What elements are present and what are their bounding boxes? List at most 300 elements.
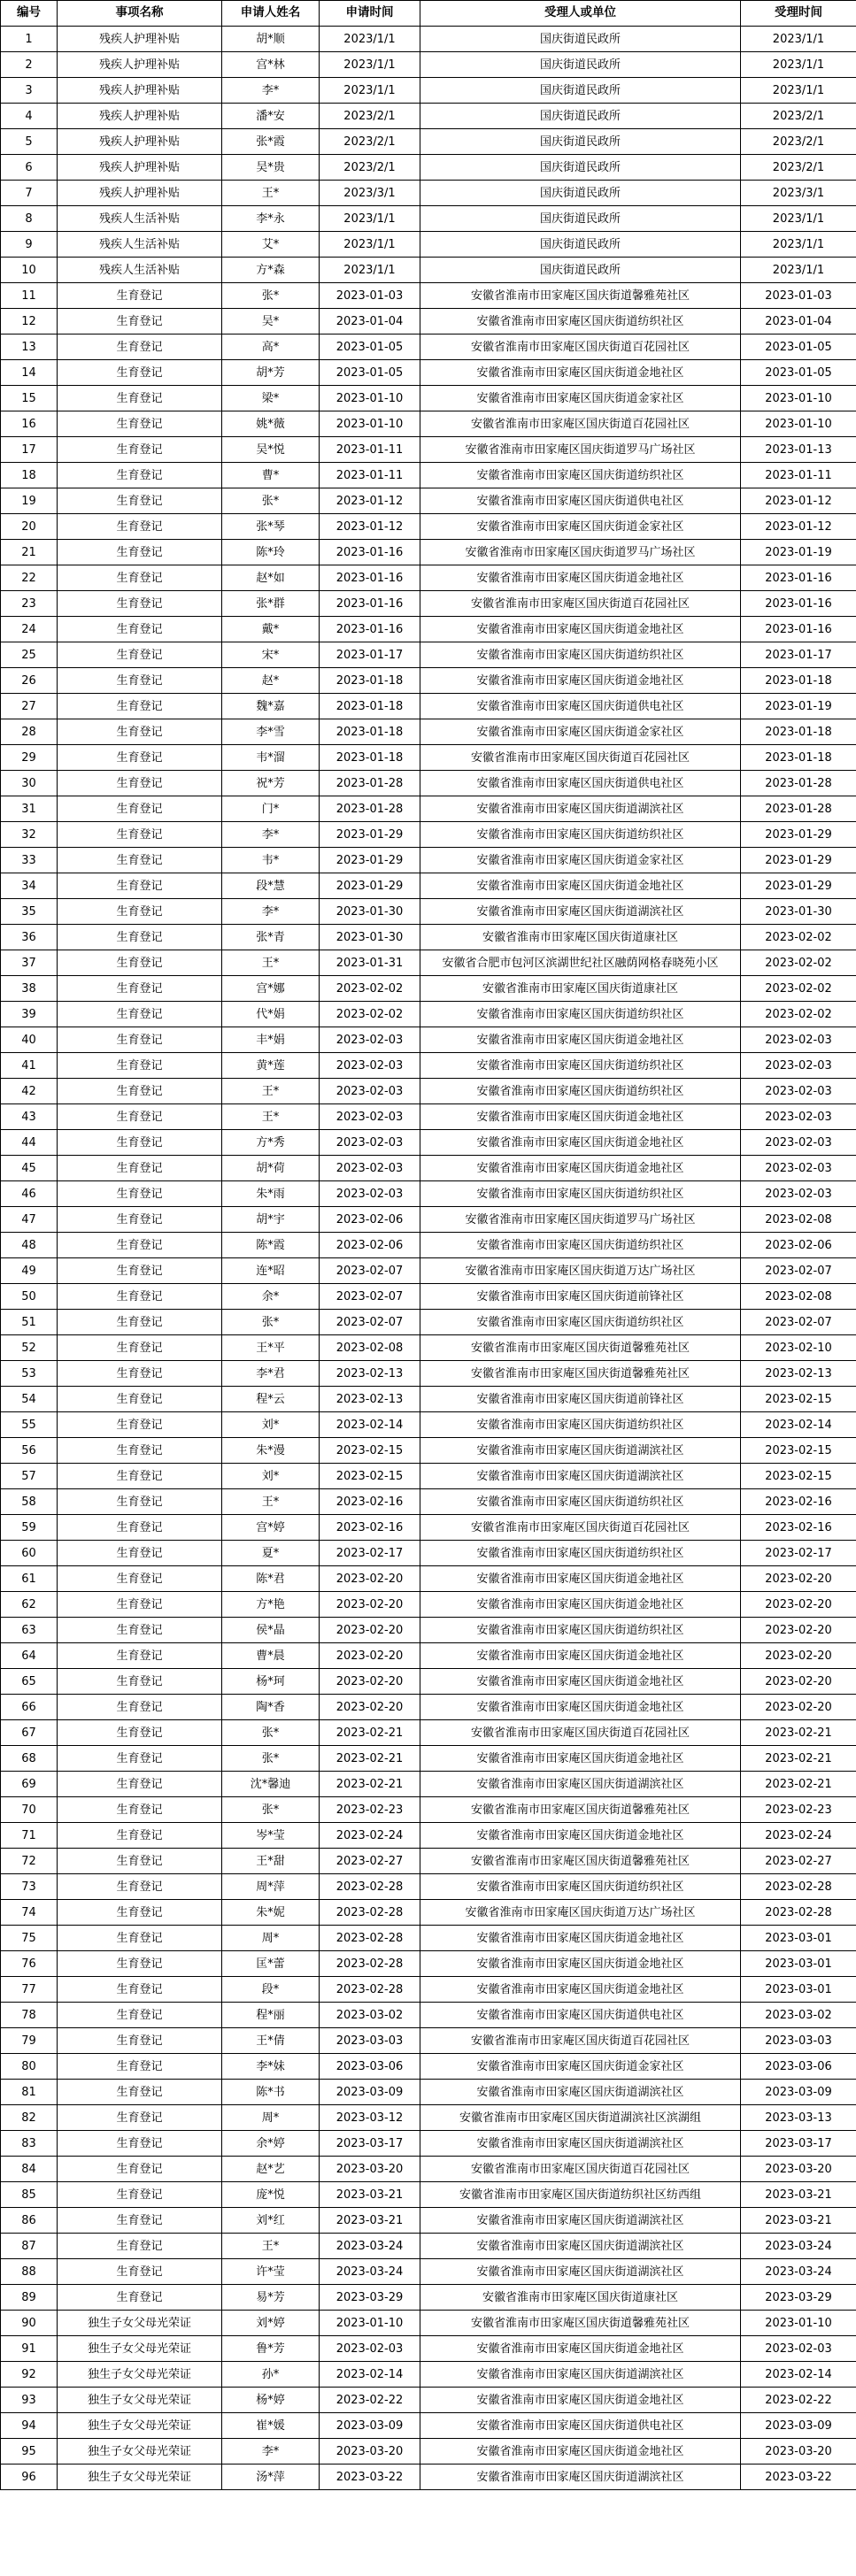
- cell-applicant: 许*莹: [222, 2259, 320, 2285]
- cell-id: 90: [1, 2311, 58, 2336]
- cell-handler: 安徽省淮南市田家庵区国庆街道湖滨社区: [420, 2131, 741, 2157]
- cell-apply-date: 2023-02-03: [320, 1053, 420, 1079]
- cell-handler: 安徽省淮南市田家庵区国庆街道纺织社区: [420, 1233, 741, 1258]
- cell-applicant: 王*: [222, 950, 320, 976]
- cell-accept-date: 2023-01-03: [741, 283, 856, 309]
- cell-item-name: 生育登记: [58, 899, 222, 925]
- cell-handler: 安徽省淮南市田家庵区国庆街道金地社区: [420, 1951, 741, 1977]
- cell-accept-date: 2023-01-30: [741, 899, 856, 925]
- cell-handler: 安徽省淮南市田家庵区国庆街道百花园社区: [420, 2028, 741, 2054]
- cell-apply-date: 2023/3/1: [320, 181, 420, 206]
- cell-applicant: 艾*: [222, 232, 320, 258]
- cell-accept-date: 2023-03-21: [741, 2208, 856, 2234]
- cell-accept-date: 2023-02-08: [741, 1284, 856, 1310]
- cell-applicant: 宫*娜: [222, 976, 320, 1002]
- cell-id: 23: [1, 591, 58, 617]
- cell-apply-date: 2023-02-21: [320, 1746, 420, 1772]
- cell-accept-date: 2023/1/1: [741, 232, 856, 258]
- cell-accept-date: 2023-02-03: [741, 1181, 856, 1207]
- cell-handler: 安徽省淮南市田家庵区国庆街道康社区: [420, 925, 741, 950]
- cell-handler: 安徽省淮南市田家庵区国庆街道馨雅苑社区: [420, 1797, 741, 1823]
- cell-applicant: 李*君: [222, 1361, 320, 1387]
- cell-id: 63: [1, 1618, 58, 1643]
- cell-handler: 安徽省淮南市田家庵区国庆街道康社区: [420, 2285, 741, 2311]
- cell-applicant: 方*森: [222, 258, 320, 283]
- cell-id: 68: [1, 1746, 58, 1772]
- cell-applicant: 韦*溜: [222, 745, 320, 771]
- cell-applicant: 陈*书: [222, 2080, 320, 2105]
- cell-item-name: 生育登记: [58, 1669, 222, 1695]
- cell-item-name: 生育登记: [58, 591, 222, 617]
- cell-id: 35: [1, 899, 58, 925]
- cell-applicant: 沈*馨迪: [222, 1772, 320, 1797]
- cell-item-name: 生育登记: [58, 1618, 222, 1643]
- cell-applicant: 吴*贵: [222, 155, 320, 181]
- cell-accept-date: 2023/2/1: [741, 155, 856, 181]
- cell-id: 78: [1, 2003, 58, 2028]
- cell-id: 7: [1, 181, 58, 206]
- cell-handler: 安徽省淮南市田家庵区国庆街道纺织社区: [420, 822, 741, 848]
- cell-accept-date: 2023/1/1: [741, 52, 856, 78]
- cell-accept-date: 2023-02-20: [741, 1643, 856, 1669]
- cell-item-name: 独生子女父母光荣证: [58, 2388, 222, 2413]
- cell-id: 62: [1, 1592, 58, 1618]
- table-row: [1, 822, 856, 848]
- table-row: [1, 1207, 856, 1233]
- cell-item-name: 残疾人护理补贴: [58, 181, 222, 206]
- cell-handler: 安徽省淮南市田家庵区国庆街道前锋社区: [420, 1284, 741, 1310]
- table-row: [1, 745, 856, 771]
- table-row: [1, 2080, 856, 2105]
- cell-apply-date: 2023-01-18: [320, 668, 420, 694]
- table-row: [1, 591, 856, 617]
- cell-id: 13: [1, 334, 58, 360]
- cell-id: 26: [1, 668, 58, 694]
- cell-handler: 国庆街道民政所: [420, 232, 741, 258]
- cell-accept-date: 2023-01-13: [741, 437, 856, 463]
- cell-item-name: 生育登记: [58, 2028, 222, 2054]
- cell-apply-date: 2023-01-16: [320, 617, 420, 642]
- table-row: [1, 206, 856, 232]
- cell-applicant: 张*: [222, 1310, 320, 1335]
- cell-item-name: 残疾人护理补贴: [58, 129, 222, 155]
- cell-applicant: 李*永: [222, 206, 320, 232]
- cell-applicant: 夏*: [222, 1541, 320, 1566]
- table-row: [1, 78, 856, 104]
- cell-applicant: 张*: [222, 283, 320, 309]
- cell-apply-date: 2023/2/1: [320, 129, 420, 155]
- cell-item-name: 生育登记: [58, 976, 222, 1002]
- cell-id: 3: [1, 78, 58, 104]
- cell-apply-date: 2023-02-16: [320, 1489, 420, 1515]
- cell-handler: 安徽省淮南市田家庵区国庆街道金地社区: [420, 1156, 741, 1181]
- cell-id: 52: [1, 1335, 58, 1361]
- cell-applicant: 张*: [222, 1720, 320, 1746]
- cell-accept-date: 2023-02-28: [741, 1900, 856, 1926]
- cell-accept-date: 2023-01-17: [741, 642, 856, 668]
- cell-handler: 安徽省淮南市田家庵区国庆街道万达广场社区: [420, 1258, 741, 1284]
- cell-applicant: 陈*玲: [222, 540, 320, 565]
- cell-id: 40: [1, 1027, 58, 1053]
- table-row: [1, 2285, 856, 2311]
- table-row: [1, 1335, 856, 1361]
- cell-item-name: 生育登记: [58, 617, 222, 642]
- cell-accept-date: 2023/3/1: [741, 181, 856, 206]
- cell-handler: 安徽省淮南市田家庵区国庆街道金地社区: [420, 1669, 741, 1695]
- cell-id: 47: [1, 1207, 58, 1233]
- cell-applicant: 梁*: [222, 386, 320, 411]
- cell-applicant: 王*甜: [222, 1849, 320, 1874]
- cell-handler: 安徽省淮南市田家庵区国庆街道金地社区: [420, 1643, 741, 1669]
- cell-item-name: 生育登记: [58, 411, 222, 437]
- table-row: [1, 1900, 856, 1926]
- cell-item-name: 生育登记: [58, 1746, 222, 1772]
- table-row: [1, 540, 856, 565]
- cell-applicant: 朱*妮: [222, 1900, 320, 1926]
- cell-id: 91: [1, 2336, 58, 2362]
- cell-item-name: 生育登记: [58, 1002, 222, 1027]
- cell-item-name: 生育登记: [58, 2054, 222, 2080]
- cell-apply-date: 2023-01-10: [320, 411, 420, 437]
- cell-id: 22: [1, 565, 58, 591]
- cell-handler: 安徽省淮南市田家庵区国庆街道金地社区: [420, 2336, 741, 2362]
- cell-id: 18: [1, 463, 58, 488]
- cell-applicant: 周*: [222, 2105, 320, 2131]
- cell-apply-date: 2023/1/1: [320, 232, 420, 258]
- cell-id: 28: [1, 719, 58, 745]
- cell-accept-date: 2023-02-17: [741, 1541, 856, 1566]
- cell-item-name: 生育登记: [58, 668, 222, 694]
- table-row: [1, 1797, 856, 1823]
- cell-id: 42: [1, 1079, 58, 1104]
- table-row: [1, 2465, 856, 2490]
- cell-id: 85: [1, 2182, 58, 2208]
- cell-applicant: 汤*萍: [222, 2465, 320, 2490]
- table-row: [1, 2054, 856, 2080]
- cell-accept-date: 2023-03-03: [741, 2028, 856, 2054]
- cell-apply-date: 2023-02-17: [320, 1541, 420, 1566]
- table-row: [1, 1592, 856, 1618]
- cell-item-name: 生育登记: [58, 1695, 222, 1720]
- cell-id: 76: [1, 1951, 58, 1977]
- cell-item-name: 生育登记: [58, 1566, 222, 1592]
- cell-applicant: 胡*宇: [222, 1207, 320, 1233]
- cell-apply-date: 2023-01-29: [320, 873, 420, 899]
- cell-item-name: 生育登记: [58, 1772, 222, 1797]
- table-row: [1, 694, 856, 719]
- cell-id: 20: [1, 514, 58, 540]
- cell-id: 61: [1, 1566, 58, 1592]
- cell-item-name: 生育登记: [58, 334, 222, 360]
- cell-item-name: 生育登记: [58, 360, 222, 386]
- cell-apply-date: 2023-01-29: [320, 822, 420, 848]
- table-row: [1, 2028, 856, 2054]
- cell-accept-date: 2023-02-28: [741, 1874, 856, 1900]
- cell-apply-date: 2023-01-16: [320, 565, 420, 591]
- cell-item-name: 生育登记: [58, 2003, 222, 2028]
- cell-accept-date: 2023-03-24: [741, 2234, 856, 2259]
- table-row: [1, 950, 856, 976]
- cell-handler: 安徽省淮南市田家庵区国庆街道纺织社区: [420, 642, 741, 668]
- cell-id: 67: [1, 1720, 58, 1746]
- cell-apply-date: 2023-03-20: [320, 2157, 420, 2182]
- cell-item-name: 生育登记: [58, 2105, 222, 2131]
- table-row: [1, 1926, 856, 1951]
- table-row: [1, 1720, 856, 1746]
- cell-handler: 安徽省淮南市田家庵区国庆街道湖滨社区: [420, 1772, 741, 1797]
- cell-id: 64: [1, 1643, 58, 1669]
- cell-item-name: 生育登记: [58, 694, 222, 719]
- cell-id: 43: [1, 1104, 58, 1130]
- cell-applicant: 朱*漫: [222, 1438, 320, 1464]
- cell-item-name: 生育登记: [58, 2131, 222, 2157]
- cell-item-name: 生育登记: [58, 848, 222, 873]
- cell-apply-date: 2023-03-17: [320, 2131, 420, 2157]
- cell-apply-date: 2023-02-20: [320, 1566, 420, 1592]
- cell-applicant: 朱*雨: [222, 1181, 320, 1207]
- cell-item-name: 独生子女父母光荣证: [58, 2439, 222, 2465]
- cell-accept-date: 2023-02-07: [741, 1258, 856, 1284]
- table-row: [1, 1746, 856, 1772]
- cell-applicant: 刘*: [222, 1412, 320, 1438]
- cell-accept-date: 2023-01-05: [741, 360, 856, 386]
- table-row: [1, 2131, 856, 2157]
- cell-handler: 安徽省淮南市田家庵区国庆街道万达广场社区: [420, 1900, 741, 1926]
- cell-apply-date: 2023-02-08: [320, 1335, 420, 1361]
- cell-id: 38: [1, 976, 58, 1002]
- cell-apply-date: 2023-01-17: [320, 642, 420, 668]
- cell-applicant: 段*慧: [222, 873, 320, 899]
- cell-id: 54: [1, 1387, 58, 1412]
- cell-accept-date: 2023-02-22: [741, 2388, 856, 2413]
- cell-applicant: 余*: [222, 1284, 320, 1310]
- table-row: [1, 771, 856, 796]
- cell-accept-date: 2023-03-09: [741, 2413, 856, 2439]
- table-row: [1, 2259, 856, 2285]
- cell-id: 74: [1, 1900, 58, 1926]
- cell-id: 33: [1, 848, 58, 873]
- header-applicant: 申请人姓名: [222, 1, 320, 27]
- cell-accept-date: 2023-02-02: [741, 976, 856, 1002]
- cell-accept-date: 2023-01-29: [741, 873, 856, 899]
- cell-handler: 安徽省淮南市田家庵区国庆街道金地社区: [420, 1977, 741, 2003]
- cell-accept-date: 2023-02-20: [741, 1592, 856, 1618]
- cell-accept-date: 2023-01-19: [741, 694, 856, 719]
- table-row: [1, 2439, 856, 2465]
- cell-accept-date: 2023-03-22: [741, 2465, 856, 2490]
- cell-item-name: 生育登记: [58, 565, 222, 591]
- cell-applicant: 胡*芳: [222, 360, 320, 386]
- table-row: [1, 796, 856, 822]
- cell-handler: 安徽省淮南市田家庵区国庆街道湖滨社区: [420, 2234, 741, 2259]
- cell-handler: 安徽省淮南市田家庵区国庆街道馨雅苑社区: [420, 1335, 741, 1361]
- cell-id: 45: [1, 1156, 58, 1181]
- cell-apply-date: 2023-03-21: [320, 2208, 420, 2234]
- cell-apply-date: 2023-01-16: [320, 540, 420, 565]
- cell-item-name: 生育登记: [58, 1926, 222, 1951]
- cell-apply-date: 2023-01-30: [320, 899, 420, 925]
- table-row: [1, 1130, 856, 1156]
- cell-item-name: 生育登记: [58, 719, 222, 745]
- cell-accept-date: 2023-02-16: [741, 1515, 856, 1541]
- cell-apply-date: 2023-02-13: [320, 1361, 420, 1387]
- cell-applicant: 余*婷: [222, 2131, 320, 2157]
- cell-item-name: 生育登记: [58, 796, 222, 822]
- cell-id: 95: [1, 2439, 58, 2465]
- cell-apply-date: 2023-03-21: [320, 2182, 420, 2208]
- cell-item-name: 生育登记: [58, 1104, 222, 1130]
- cell-applicant: 丰*娟: [222, 1027, 320, 1053]
- cell-id: 58: [1, 1489, 58, 1515]
- cell-applicant: 孙*: [222, 2362, 320, 2388]
- table-row: [1, 1258, 856, 1284]
- table-row: [1, 1669, 856, 1695]
- table-row: [1, 1027, 856, 1053]
- cell-apply-date: 2023-01-10: [320, 386, 420, 411]
- cell-id: 82: [1, 2105, 58, 2131]
- table-row: [1, 668, 856, 694]
- cell-item-name: 生育登记: [58, 1335, 222, 1361]
- table-body: [1, 27, 856, 2490]
- header-apply-date: 申请时间: [320, 1, 420, 27]
- cell-apply-date: 2023-02-06: [320, 1207, 420, 1233]
- cell-handler: 安徽省淮南市田家庵区国庆街道湖滨社区: [420, 1438, 741, 1464]
- cell-item-name: 生育登记: [58, 1874, 222, 1900]
- cell-apply-date: 2023-02-07: [320, 1310, 420, 1335]
- cell-applicant: 赵*: [222, 668, 320, 694]
- cell-accept-date: 2023-03-13: [741, 2105, 856, 2131]
- cell-apply-date: 2023-02-20: [320, 1669, 420, 1695]
- cell-item-name: 生育登记: [58, 2157, 222, 2182]
- cell-handler: 国庆街道民政所: [420, 104, 741, 129]
- cell-accept-date: 2023-03-02: [741, 2003, 856, 2028]
- cell-accept-date: 2023/2/1: [741, 104, 856, 129]
- cell-accept-date: 2023/1/1: [741, 206, 856, 232]
- table-row: [1, 1489, 856, 1515]
- cell-accept-date: 2023-02-02: [741, 950, 856, 976]
- cell-applicant: 匡*蕾: [222, 1951, 320, 1977]
- cell-handler: 安徽省淮南市田家庵区国庆街道百花园社区: [420, 2157, 741, 2182]
- cell-apply-date: 2023-02-03: [320, 1027, 420, 1053]
- cell-accept-date: 2023-02-06: [741, 1233, 856, 1258]
- cell-applicant: 段*: [222, 1977, 320, 2003]
- cell-apply-date: 2023-03-24: [320, 2259, 420, 2285]
- cell-applicant: 黄*莲: [222, 1053, 320, 1079]
- cell-item-name: 独生子女父母光荣证: [58, 2413, 222, 2439]
- cell-id: 6: [1, 155, 58, 181]
- cell-accept-date: 2023/1/1: [741, 258, 856, 283]
- cell-item-name: 残疾人护理补贴: [58, 155, 222, 181]
- cell-apply-date: 2023-01-12: [320, 514, 420, 540]
- cell-item-name: 独生子女父母光荣证: [58, 2336, 222, 2362]
- cell-id: 77: [1, 1977, 58, 2003]
- cell-applicant: 陈*君: [222, 1566, 320, 1592]
- cell-id: 5: [1, 129, 58, 155]
- cell-apply-date: 2023-02-03: [320, 1130, 420, 1156]
- cell-id: 81: [1, 2080, 58, 2105]
- cell-handler: 安徽省淮南市田家庵区国庆街道百花园社区: [420, 334, 741, 360]
- cell-id: 36: [1, 925, 58, 950]
- cell-applicant: 张*霞: [222, 129, 320, 155]
- cell-accept-date: 2023-02-20: [741, 1566, 856, 1592]
- cell-item-name: 生育登记: [58, 1207, 222, 1233]
- cell-item-name: 生育登记: [58, 540, 222, 565]
- cell-applicant: 赵*艺: [222, 2157, 320, 2182]
- cell-item-name: 残疾人护理补贴: [58, 78, 222, 104]
- cell-applicant: 方*艳: [222, 1592, 320, 1618]
- table-row: [1, 2311, 856, 2336]
- table-row: [1, 1438, 856, 1464]
- cell-item-name: 生育登记: [58, 1156, 222, 1181]
- cell-accept-date: 2023-02-07: [741, 1310, 856, 1335]
- cell-applicant: 代*娟: [222, 1002, 320, 1027]
- cell-applicant: 韦*: [222, 848, 320, 873]
- cell-item-name: 生育登记: [58, 642, 222, 668]
- cell-handler: 安徽省淮南市田家庵区国庆街道馨雅苑社区: [420, 1849, 741, 1874]
- cell-id: 21: [1, 540, 58, 565]
- cell-apply-date: 2023-02-07: [320, 1284, 420, 1310]
- cell-accept-date: 2023-02-03: [741, 1079, 856, 1104]
- header-accept-date: 受理时间: [741, 1, 856, 27]
- table-row: [1, 181, 856, 206]
- cell-item-name: 生育登记: [58, 386, 222, 411]
- cell-apply-date: 2023-01-18: [320, 745, 420, 771]
- cell-item-name: 生育登记: [58, 1977, 222, 2003]
- cell-id: 1: [1, 27, 58, 52]
- cell-id: 55: [1, 1412, 58, 1438]
- cell-apply-date: 2023-02-20: [320, 1592, 420, 1618]
- cell-handler: 安徽省淮南市田家庵区国庆街道金地社区: [420, 1592, 741, 1618]
- cell-handler: 安徽省淮南市田家庵区国庆街道湖滨社区: [420, 2465, 741, 2490]
- cell-item-name: 生育登记: [58, 2208, 222, 2234]
- cell-apply-date: 2023-02-24: [320, 1823, 420, 1849]
- cell-accept-date: 2023-03-29: [741, 2285, 856, 2311]
- cell-item-name: 生育登记: [58, 2182, 222, 2208]
- cell-item-name: 生育登记: [58, 283, 222, 309]
- cell-applicant: 宋*: [222, 642, 320, 668]
- table-row: [1, 873, 856, 899]
- cell-apply-date: 2023-01-29: [320, 848, 420, 873]
- cell-handler: 安徽省淮南市田家庵区国庆街道罗马广场社区: [420, 1207, 741, 1233]
- cell-id: 4: [1, 104, 58, 129]
- header-id: 编号: [1, 1, 58, 27]
- cell-applicant: 王*: [222, 2234, 320, 2259]
- cell-applicant: 李*雪: [222, 719, 320, 745]
- cell-handler: 安徽省淮南市田家庵区国庆街道供电社区: [420, 2413, 741, 2439]
- header-row: [1, 1, 856, 27]
- cell-item-name: 生育登记: [58, 822, 222, 848]
- cell-id: 86: [1, 2208, 58, 2234]
- cell-accept-date: 2023-02-15: [741, 1387, 856, 1412]
- cell-applicant: 庞*悦: [222, 2182, 320, 2208]
- cell-handler: 安徽省淮南市田家庵区国庆街道百花园社区: [420, 1515, 741, 1541]
- cell-applicant: 宫*婷: [222, 1515, 320, 1541]
- cell-item-name: 生育登记: [58, 1181, 222, 1207]
- cell-item-name: 残疾人护理补贴: [58, 27, 222, 52]
- cell-id: 59: [1, 1515, 58, 1541]
- table-row: [1, 1874, 856, 1900]
- cell-apply-date: 2023/2/1: [320, 104, 420, 129]
- cell-applicant: 胡*顺: [222, 27, 320, 52]
- cell-item-name: 生育登记: [58, 1823, 222, 1849]
- table-row: [1, 411, 856, 437]
- cell-accept-date: 2023-01-12: [741, 488, 856, 514]
- cell-accept-date: 2023-03-20: [741, 2157, 856, 2182]
- cell-apply-date: 2023-02-23: [320, 1797, 420, 1823]
- table-row: [1, 2003, 856, 2028]
- table-row: [1, 565, 856, 591]
- cell-id: 9: [1, 232, 58, 258]
